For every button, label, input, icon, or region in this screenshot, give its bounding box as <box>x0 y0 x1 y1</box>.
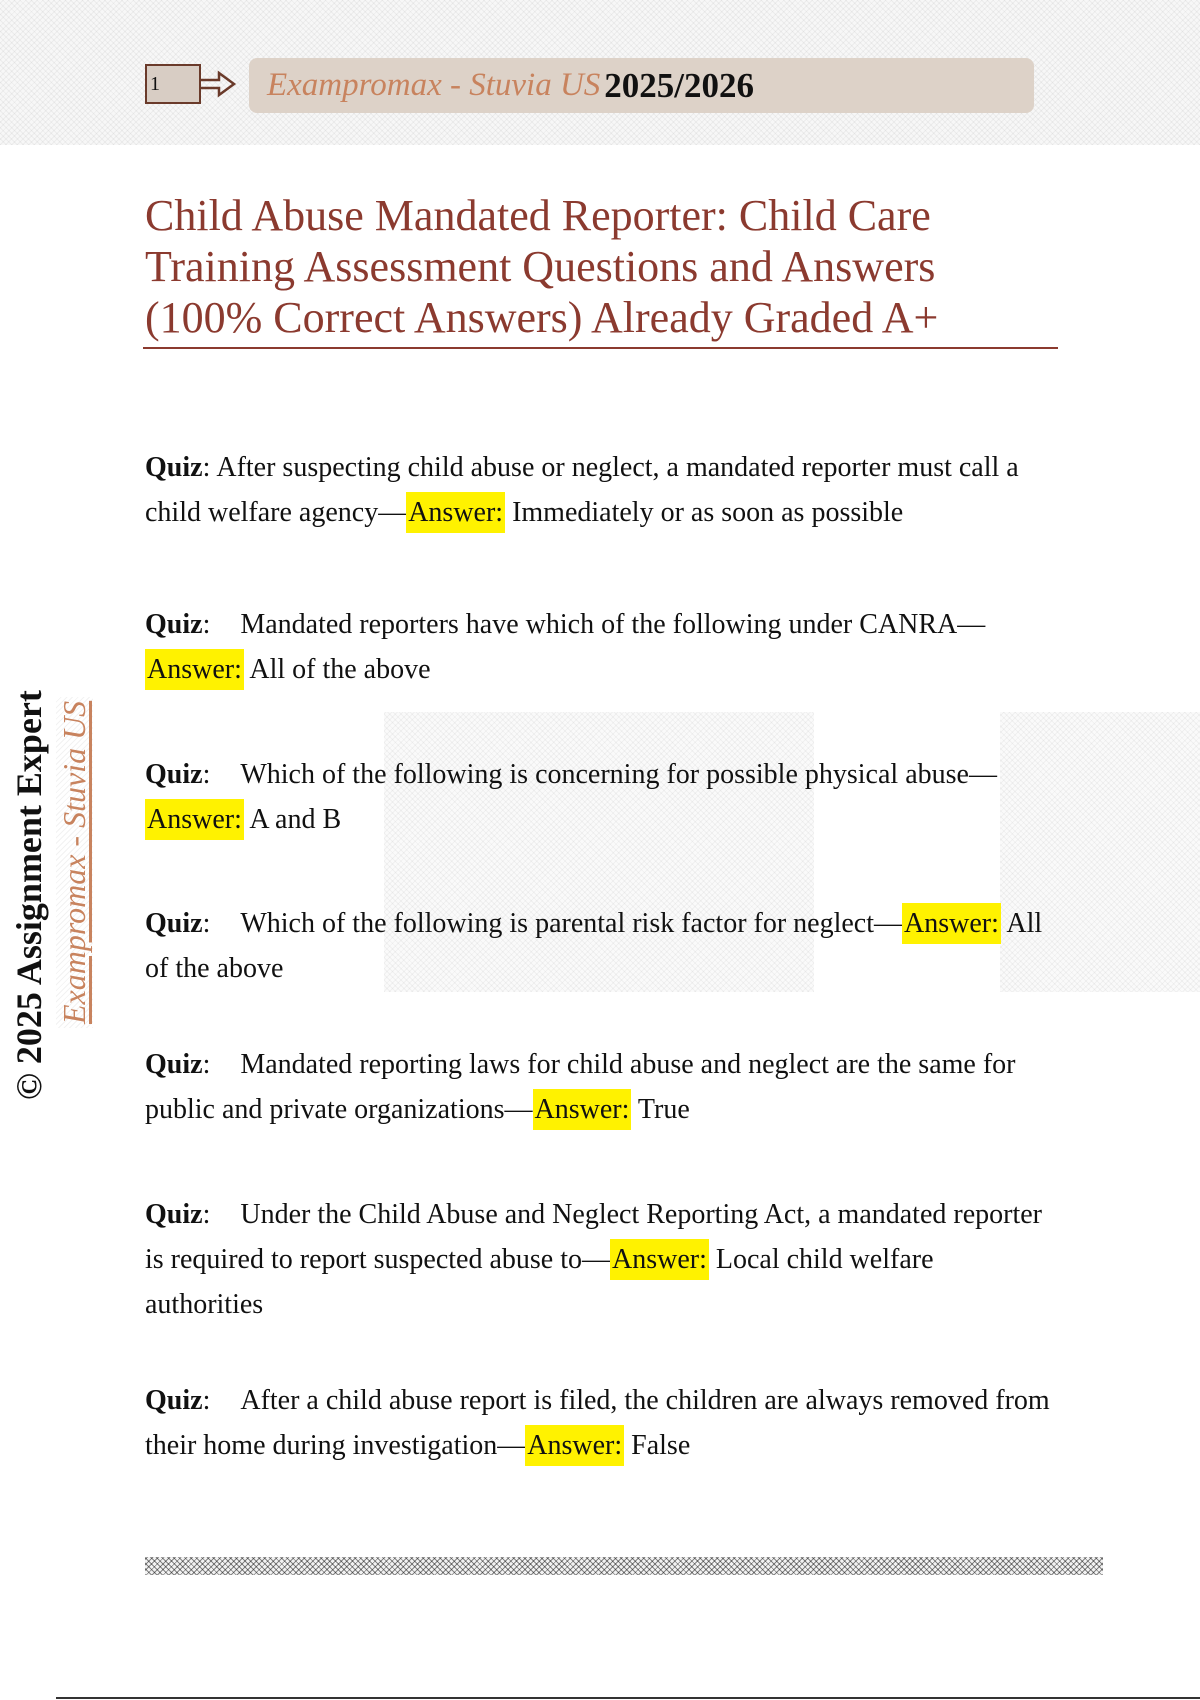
quiz-label: Quiz <box>145 452 203 483</box>
question-text: After a child abuse report is filed, the children are always removed from their home during investigation— <box>145 1385 1050 1461</box>
copyright-text: © 2025 Assignment Expert <box>9 690 49 1100</box>
quiz-label: Quiz <box>145 1199 203 1230</box>
qa-item: Quiz: After a child abuse report is filed, the children are always removed from their home during investigation—Answer: False <box>145 1378 1050 1468</box>
qa-item: Quiz: Under the Child Abuse and Neglect Reporting Act, a mandated reporter is required to report suspected abuse to—Answer: Local child welfare authorities <box>145 1199 1042 1320</box>
question-text: Under the Child Abuse and Neglect Reporting Act, a mandated reporter is required to report suspected abuse to— <box>145 1199 1042 1275</box>
answer-text: All of the above <box>249 654 431 685</box>
title-underline <box>143 347 1058 349</box>
answer-label: Answer: <box>610 1239 709 1280</box>
answer-label: Answer: <box>406 492 505 533</box>
quiz-label: Quiz <box>145 1049 203 1080</box>
question-text: Mandated reporters have which of the following under CANRA— <box>240 609 986 640</box>
qa-item: Quiz: Which of the following is parental risk factor for neglect—Answer: All of the above <box>145 901 1050 991</box>
header-brand: Exampromax - Stuvia US <box>267 67 601 103</box>
arrow-right-icon <box>199 70 237 98</box>
header-pill <box>249 58 1034 113</box>
watermark-brand: Exampromax - Stuvia US <box>56 697 93 1028</box>
question-text: Mandated reporting laws for child abuse and neglect are the same for public and private organizations— <box>145 1049 1016 1125</box>
qa-item: Quiz: Mandated reporters have which of the following under CANRA—Answer: All of the above <box>145 602 1050 692</box>
question-text: Which of the following is parental risk factor for neglect— <box>240 908 903 939</box>
answer-text: Immediately or as soon as possible <box>512 497 904 528</box>
header-year: 2025/2026 <box>604 65 755 105</box>
quiz-label: Quiz <box>145 1385 203 1416</box>
answer-text: A and B <box>249 804 342 835</box>
page-number: 1 <box>150 73 160 95</box>
answer-label: Answer: <box>145 649 244 690</box>
page-number-box <box>145 64 201 104</box>
answer-label: Answer: <box>525 1425 624 1466</box>
qa-item: Quiz: After suspecting child abuse or neglect, a mandated reporter must call a child welfare agency—Answer: Immediately or as soon as possible <box>145 445 1050 535</box>
qa-item: Quiz: Mandated reporting laws for child abuse and neglect are the same for public and private organizations—Answer: True <box>145 1042 1050 1132</box>
answer-text: All of the above <box>145 908 1043 984</box>
quiz-label: Quiz <box>145 908 203 939</box>
answer-text: True <box>637 1094 690 1125</box>
footer-pattern-bar <box>145 1557 1103 1575</box>
answer-text: Local child welfare authorities <box>145 1244 934 1320</box>
question-text: Which of the following is concerning for possible physical abuse— <box>240 759 997 790</box>
question-text: After suspecting child abuse or neglect, a mandated reporter must call a child welfare agency— <box>145 452 1019 528</box>
answer-label: Answer: <box>533 1089 632 1130</box>
answer-text: False <box>631 1430 691 1461</box>
side-watermark <box>0 640 110 1100</box>
quiz-label: Quiz <box>145 609 203 640</box>
answer-label: Answer: <box>145 799 244 840</box>
answer-label: Answer: <box>902 903 1001 944</box>
qa-item: Quiz: Which of the following is concerning for possible physical abuse—Answer: A and B <box>145 752 1050 842</box>
footer-rule <box>56 1697 1200 1699</box>
quiz-label: Quiz <box>145 759 203 790</box>
document-title: Child Abuse Mandated Reporter: Child Care Training Assessment Questions and Answers (100% Correct Answers) Already Graded A+ <box>145 191 939 342</box>
